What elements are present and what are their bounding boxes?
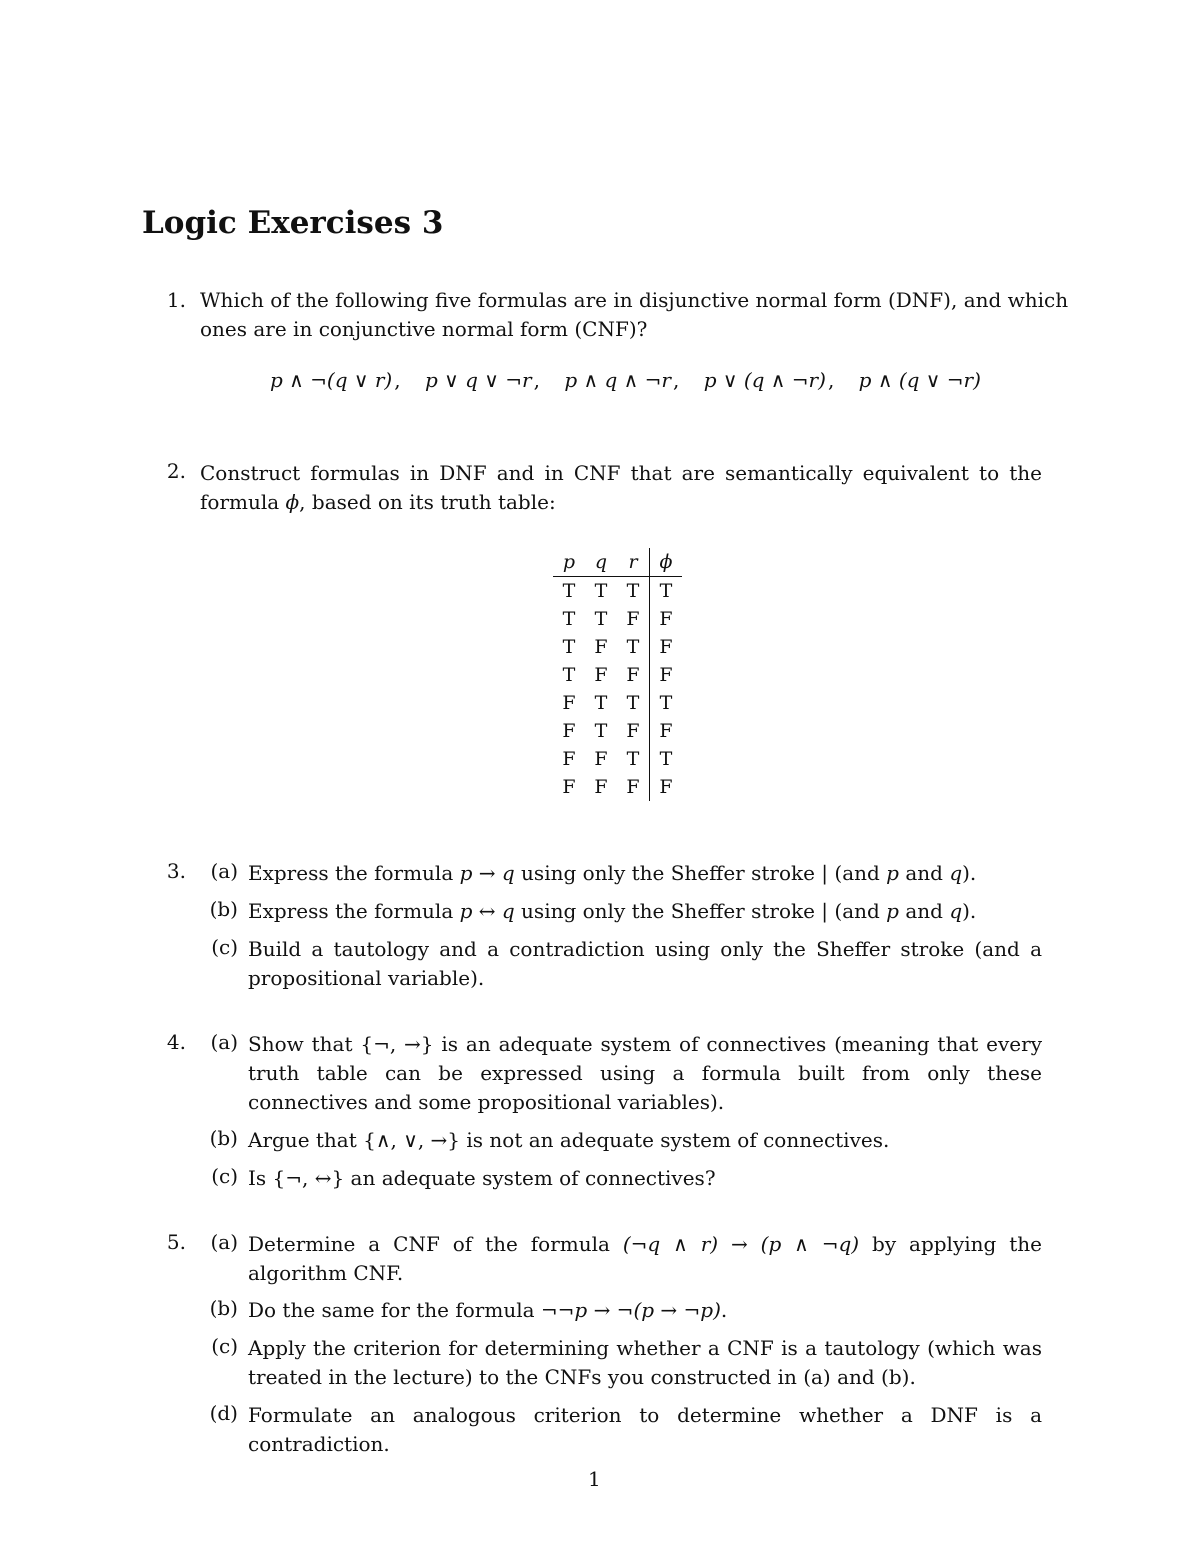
exercise-4b-label: (b) [209,1126,238,1150]
table-row: T T F F [553,605,682,633]
header-p: p [553,548,585,577]
exercise-5d-label: (d) [209,1401,238,1425]
exercise-5a-label: (a) [210,1230,238,1254]
exercise-2-text: Construct formulas in DNF and in CNF that are semantically equivalent to the formula ϕ, based on its truth table: [200,461,1042,514]
formula-3: p ∧ q ∧ ¬r [564,368,671,392]
exercise-3-number: 3. [166,859,186,883]
exercise-3c-label: (c) [211,935,238,959]
exercise-4c-text: Is {¬, ↔} an adequate system of connectives? [248,1166,716,1190]
exercise-5c-label: (c) [211,1334,238,1358]
table-row: T T T T [553,577,682,606]
formula-2: p ∨ q ∨ ¬r [424,368,532,392]
formula-5: p ∧ (q ∨ ¬r) [858,368,981,392]
exercise-3b-text: Express the formula p ↔ q using only the Sheffer stroke | (and p and q). [248,899,977,923]
header-r: r [617,548,650,577]
page-number: 1 [588,1467,601,1491]
exercise-5d-text: Formulate an analogous criterion to determine whether a DNF is a contradiction. [248,1403,1042,1456]
table-row: F F T T [553,745,682,773]
truth-table-header [553,548,682,577]
exercise-3a-text: Express the formula p → q using only the Sheffer stroke | (and p and q). [248,861,977,885]
exercise-4-number: 4. [166,1030,186,1054]
table-row: T F F F [553,661,682,689]
exercise-3a-label: (a) [210,859,238,883]
exercise-5c-text: Apply the criterion for determining whether a CNF is a tautology (which was treated in the lecture) to the CNFs you constructed in (a) and (b). [248,1336,1042,1389]
exercise-1-formulas: p ∧ ¬(q ∨ r) , p ∨ q ∨ ¬r , p ∧ q ∧ ¬r , p ∨ (q ∧ ¬r) , p ∧ (q ∨ ¬r) [270,368,981,392]
header-q: q [585,548,617,577]
exercise-4a-text: Show that {¬, →} is an adequate system of connectives (meaning that every truth table can be expressed using a formula built from only these connectives and some propositional variables). [248,1032,1042,1114]
exercise-4a-label: (a) [210,1030,238,1054]
exercise-1-line-1: Which of the following five formulas are in disjunctive normal form (DNF), and which [200,288,1069,312]
exercise-3b-label: (b) [209,897,238,921]
exercise-5b-text: Do the same for the formula ¬¬p → ¬(p → ¬p). [248,1298,728,1322]
phi-symbol: ϕ [285,490,300,514]
table-row: T F T F [553,633,682,661]
exercise-4b-text: Argue that {∧, ∨, →} is not an adequate system of connectives. [248,1128,890,1152]
formula-4: p ∨ (q ∧ ¬r) [703,368,826,392]
exercise-5b-label: (b) [209,1296,238,1320]
exercise-2-number: 2. [166,459,186,483]
exercise-5a-text: Determine a CNF of the formula (¬q ∧ r) → (p ∧ ¬q) by applying the algorithm CNF. [248,1232,1043,1285]
exercise-1-number: 1. [166,288,186,312]
truth-table [553,548,682,801]
exercise-3c-text: Build a tautology and a contradiction using only the Sheffer stroke (and a propositional variable). [248,937,1042,990]
table-row: F F F F [553,773,682,801]
exercise-1-line-2: ones are in conjunctive normal form (CNF)? [200,317,648,341]
table-row: F T F F [553,717,682,745]
exercise-4c-label: (c) [211,1164,238,1188]
exercise-5-number: 5. [166,1230,186,1254]
page-title: Logic Exercises 3 [142,205,444,241]
header-phi: ϕ [650,548,683,577]
formula-1: p ∧ ¬(q ∨ r) [270,368,393,392]
table-row: F T T T [553,689,682,717]
